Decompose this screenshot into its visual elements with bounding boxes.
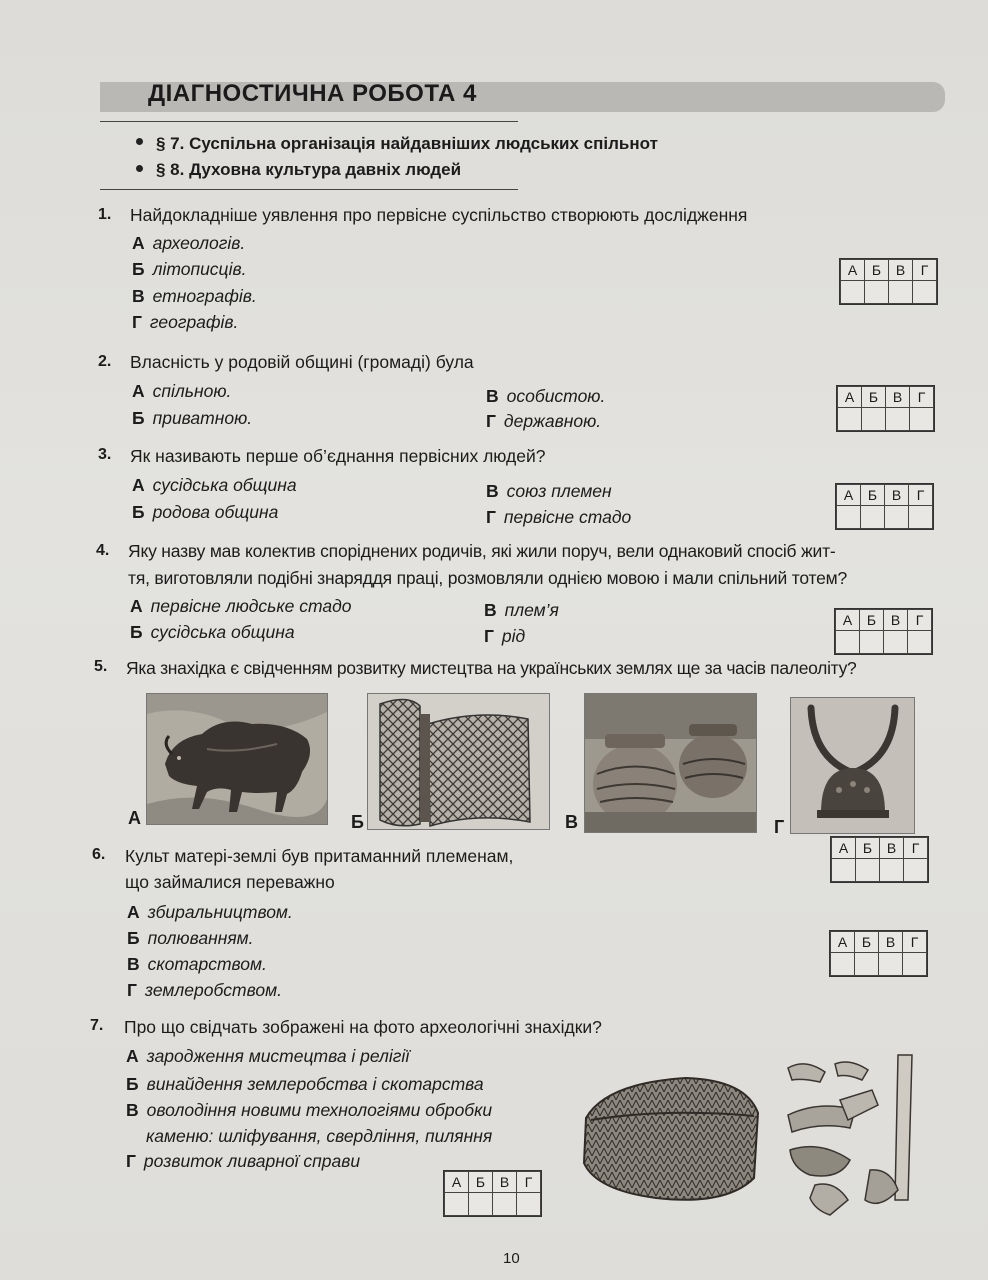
divider-top [100, 121, 518, 122]
option-a: А сусідська община [132, 475, 297, 495]
question-text-line2: що займалися переважно [125, 872, 335, 892]
answer-grid[interactable]: А Б В Г [829, 930, 928, 977]
question-text-line2: тя, виготовляли подібні знаряддя праці, розмовляли однією мовою і мали спільний тотем? [128, 568, 848, 588]
question-text: Про що свідчать зображені на фото археологічні знахідки? [124, 1017, 602, 1037]
option-b: Б полюванням. [127, 928, 254, 948]
question-number: 5. [94, 658, 108, 675]
bullet-icon [136, 165, 143, 172]
answer-grid[interactable]: А Б В Г [443, 1170, 542, 1217]
question-number: 4. [96, 542, 110, 559]
question-text: Найдокладніше уявлення про первісне суспільство створюють дослідження [130, 205, 748, 225]
image-label-b: Б [351, 812, 364, 832]
answer-grid[interactable]: А Б В Г [830, 836, 929, 883]
option-a: А первісне людське стадо [130, 596, 352, 616]
question-text: Як називають перше об’єднання первісних людей? [130, 446, 546, 466]
question-text: Яка знахідка є свідченням розвитку мистецтва на українських землях ще за часів палеоліту? [126, 658, 857, 678]
option-d: Г розвиток ливарної справи [126, 1151, 361, 1171]
bracelet-image [367, 693, 550, 830]
bullet-icon [136, 138, 143, 145]
bone-tools-image [780, 1050, 940, 1220]
option-d: Г землеробством. [127, 980, 282, 1000]
option-d: Г географів. [132, 312, 239, 332]
option-b: Б сусідська община [130, 622, 295, 642]
question-text-line1: Яку назву мав колектив споріднених родичів, які жили поруч, вели однаковий спосіб жит- [128, 541, 836, 561]
option-b: Б приватною. [132, 408, 253, 428]
question-text-line1: Культ матері-землі був притаманний племенам, [125, 846, 514, 866]
option-a: А спільною. [132, 381, 232, 401]
answer-grid[interactable]: А Б В Г [834, 608, 933, 655]
image-label-d: Г [774, 817, 785, 837]
option-a: А збиральництвом. [127, 902, 293, 922]
option-b: Б винайдення землеробства і скотарства [126, 1074, 484, 1094]
pottery-image [584, 693, 757, 833]
question-number: 1. [98, 206, 112, 223]
horned-helmet-image [790, 697, 915, 834]
question-number: 2. [98, 353, 112, 370]
option-c: В плем’я [484, 600, 559, 620]
question-text: Власність у родовій общині (громаді) була [130, 352, 474, 372]
topic-1: § 7. Суспільна організація найдавніших людських спільнот [156, 134, 658, 153]
page-title: ДІАГНОСТИЧНА РОБОТА 4 [148, 80, 477, 107]
option-b: Б літописців. [132, 259, 247, 279]
option-c: В оволодіння новими технологіями обробки [126, 1100, 493, 1120]
option-c: В етнографів. [132, 286, 257, 306]
answer-grid[interactable]: А Б В Г [835, 483, 934, 530]
answer-grid[interactable]: А Б В Г [839, 258, 938, 305]
bison-painting-image [146, 693, 328, 825]
image-label-a: А [128, 808, 141, 828]
question-number: 6. [92, 846, 106, 863]
divider-bottom [100, 189, 518, 190]
option-c-continued: каменю: шліфування, свердління, пиляння [146, 1126, 493, 1146]
option-c: В скотарством. [127, 954, 267, 974]
topic-2: § 8. Духовна культура давніх людей [156, 160, 462, 179]
option-d: Г державною. [486, 411, 602, 431]
page-number: 10 [503, 1250, 520, 1267]
option-d: Г первісне стадо [486, 507, 632, 527]
question-number: 7. [90, 1017, 104, 1034]
option-c: В союз племен [486, 481, 612, 501]
question-number: 3. [98, 446, 112, 463]
option-a: А археологів. [132, 233, 246, 253]
option-b: Б родова община [132, 502, 279, 522]
option-a: А зародження мистецтва і релігії [126, 1046, 410, 1066]
answer-grid[interactable]: А Б В Г [836, 385, 935, 432]
engraved-bracelet-image [576, 1068, 766, 1208]
option-c: В особистою. [486, 386, 606, 406]
image-label-c: В [565, 812, 578, 832]
option-d: Г рід [484, 626, 526, 646]
